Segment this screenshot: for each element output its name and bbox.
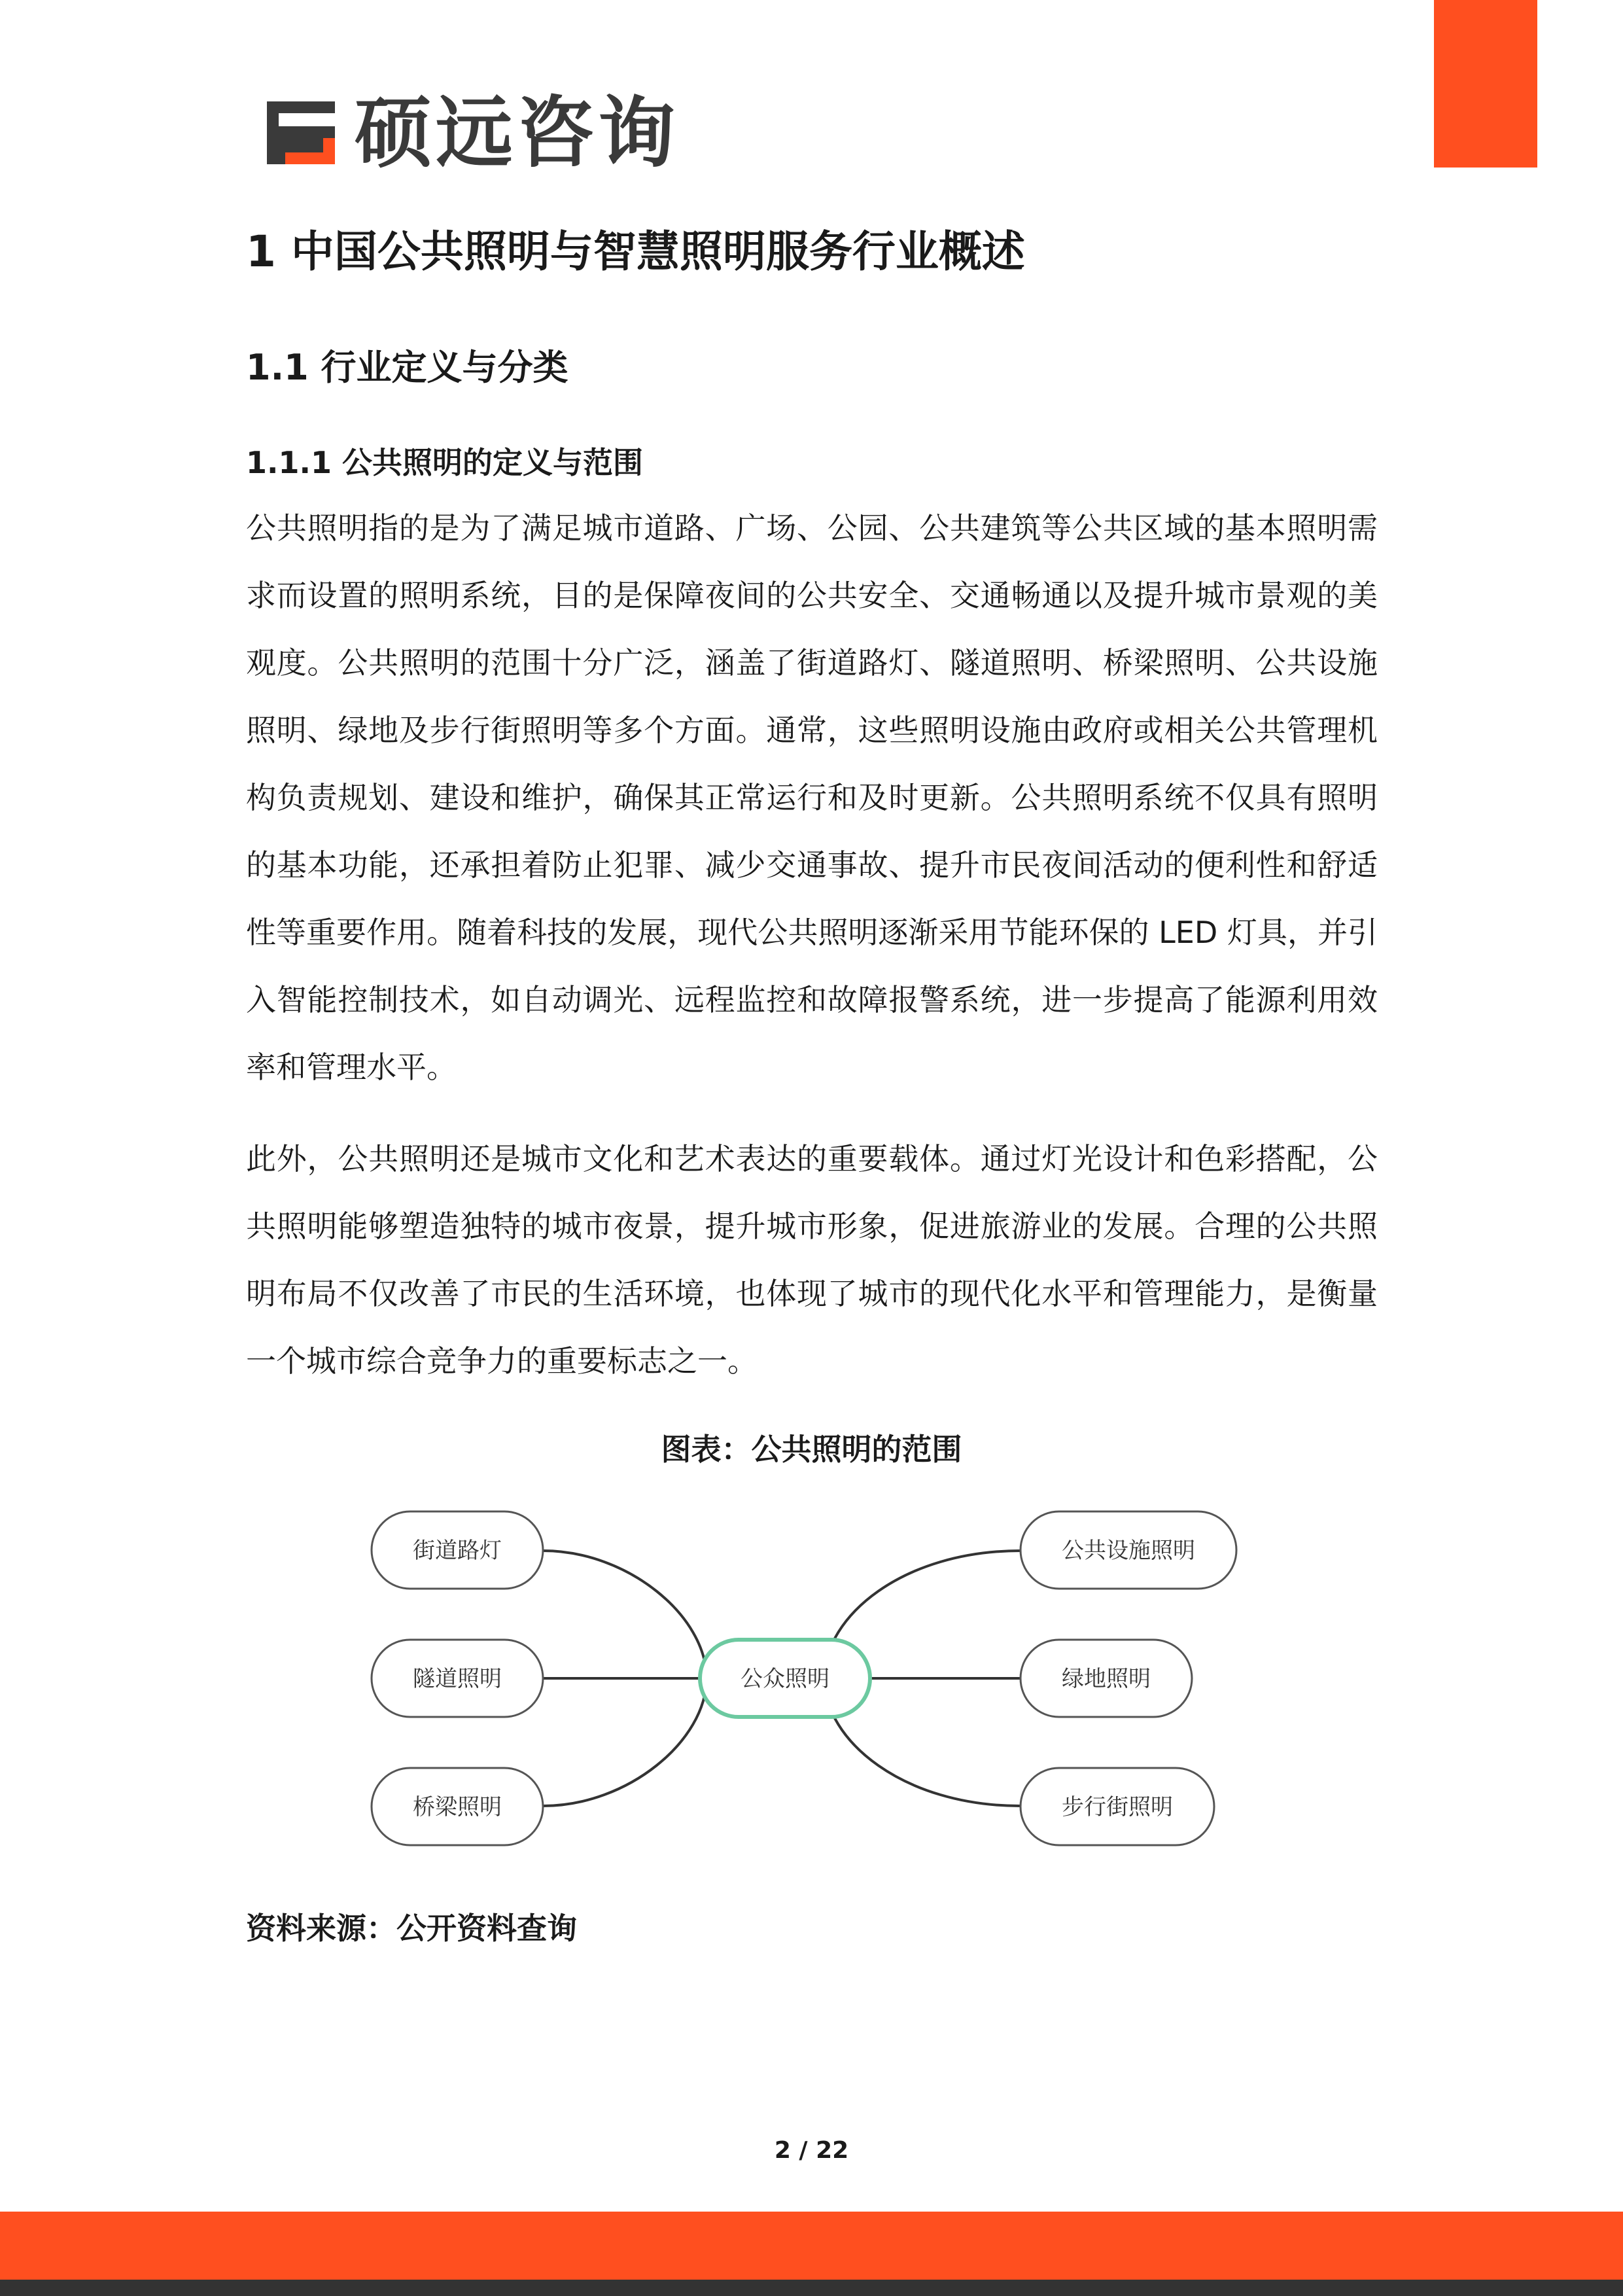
figure-title: 图表：公共照明的范围 bbox=[661, 1432, 962, 1467]
node-label: 桥梁照明 bbox=[413, 1794, 502, 1820]
connector-line bbox=[543, 1551, 707, 1678]
chapter-heading: 1 中国公共照明与智慧照明服务行业概述 bbox=[246, 226, 1025, 277]
mind-map-diagram bbox=[353, 1505, 1269, 1858]
page-number: 2 / 22 bbox=[774, 2137, 849, 2164]
footer-accent-bar bbox=[0, 2212, 1623, 2280]
node-label: 绿地照明 bbox=[1062, 1666, 1151, 1692]
node-green-space-lighting bbox=[1021, 1640, 1192, 1717]
company-logo bbox=[264, 88, 680, 178]
source-note: 资料来源：公开资料查询 bbox=[246, 1911, 577, 1946]
node-street-lights bbox=[372, 1511, 543, 1589]
body-paragraph: 此外，公共照明还是城市文化和艺术表达的重要载体。通过灯光设计和色彩搭配，公共照明能够塑造独特的城市夜景，提升城市形象，促进旅游业的发展。合理的公共照明布局不仅改善了市民的生活环境，也体现了城市的现代化水平和管理能力，是衡量一个城市综合竞争力的重要标志之一。 bbox=[246, 1141, 1378, 1379]
node-pedestrian-street-lighting bbox=[1021, 1768, 1214, 1845]
footer-dark-strip bbox=[0, 2280, 1623, 2296]
node-label: 步行街照明 bbox=[1062, 1794, 1173, 1820]
node-label: 街道路灯 bbox=[413, 1538, 502, 1564]
logo-text: 硕远咨询 bbox=[355, 88, 680, 178]
logo-mark-icon bbox=[264, 99, 338, 167]
node-label: 公众照明 bbox=[741, 1666, 829, 1692]
node-public-facility-lighting bbox=[1021, 1511, 1236, 1589]
subsection-heading: 1.1.1 公共照明的定义与范围 bbox=[246, 445, 643, 480]
node-label: 隧道照明 bbox=[413, 1666, 502, 1692]
connector-line bbox=[543, 1678, 707, 1806]
node-bridge-lighting bbox=[372, 1768, 543, 1845]
node-tunnel-lighting bbox=[372, 1640, 543, 1717]
body-paragraph: 公共照明指的是为了满足城市道路、广场、公园、公共建筑等公共区域的基本照明需求而设置的照明系统，目的是保障夜间的公共安全、交通畅通以及提升城市景观的美观度。公共照明的范围十分广泛，涵盖了街道路灯、隧道照明、桥梁照明、公共设施照明、绿地及步行街照明等多个方面。通常，这些照明设施由政府或相关公共管理机构负责规划、建设和维护，确保其正常运行和及时更新。公共照明系统不仅具有照明的基本功能，还承担着防止犯罪、减少交通事故、提升市民夜间活动的便利性和舒适性等重要作用。随着科技的发展，现代公共照明逐渐采用节能环保的 LED 灯具，并引入智能控制技术，如自动调光、远程监控和故障报警系统，进一步提高了能源利用效率和管理水平。 bbox=[246, 510, 1378, 1085]
corner-accent-tab bbox=[1434, 0, 1537, 168]
node-label: 公共设施照明 bbox=[1062, 1538, 1195, 1564]
node-center-public-lighting bbox=[700, 1640, 870, 1717]
section-heading: 1.1 行业定义与分类 bbox=[246, 347, 568, 388]
